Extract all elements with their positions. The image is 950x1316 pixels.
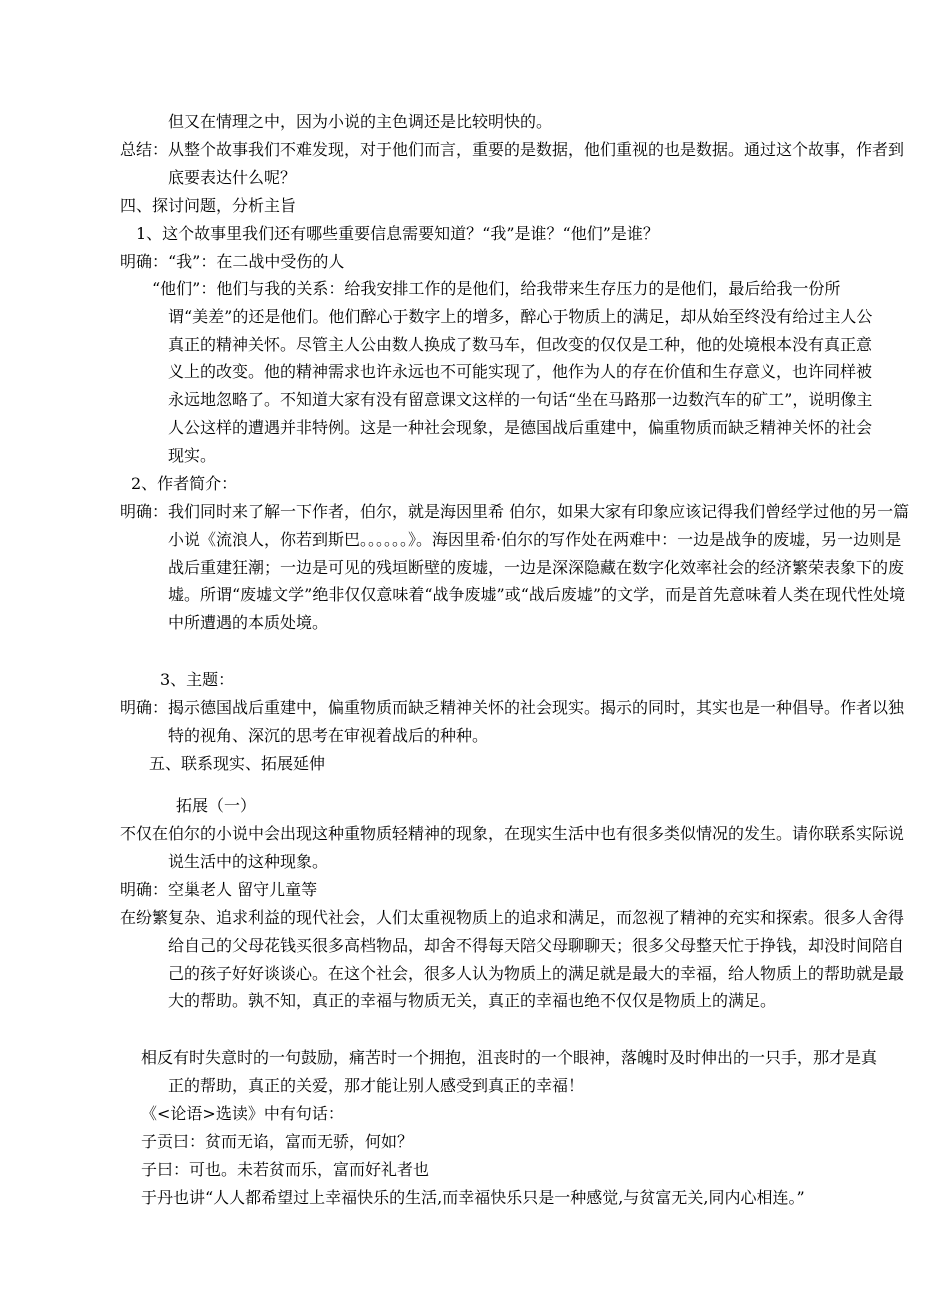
paragraph-modern-society: 在纷繁复杂、追求利益的现代社会，人们太重视物质上的追求和满足，而忽视了精神的充实和探索。很多人舍得给自己的父母花钱买很多高档物品，却舍不得每天陪父母聊聊天；很多父母整天忙于挣钱，却没时间陪自己的孩子好好谈谈心。在这个社会，很多人认为物质上的满足就是最大的幸福，给人物质上的帮助就是最大的帮助。孰不知，真正的幸福与物质无关，真正的幸福也绝不仅仅是物质上的满足。 <box>120 908 905 1011</box>
answer-examples: 明确：空巢老人 留守儿童等 <box>120 880 318 899</box>
quote-intro: 《<论语>选读》中有句话： <box>141 1104 344 1123</box>
quote-yudan: 于丹也讲“人人都希望过上幸福快乐的生活,而幸福快乐只是一种感觉,与贫富无关,同内心相连。” <box>141 1188 805 1207</box>
paragraph-true-happiness: 相反有时失意时的一句鼓励，痛苦时一个拥抱，沮丧时的一个眼神，落魄时及时伸出的一只手，那才是真正的帮助，真正的关爱，那才能让别人感受到真正的幸福！ <box>141 1048 878 1095</box>
subheading-author-intro: 2、作者简介： <box>131 474 238 493</box>
paragraph-continuation: 但又在情理之中，因为小说的主色调还是比较明快的。 <box>168 112 553 131</box>
paragraph-extension-prompt: 不仅在伯尔的小说中会出现这种重物质轻精神的现象，在现实生活中也有很多类似情况的发生。请你联系实际说说生活中的这种现象。 <box>120 824 905 871</box>
answer-who-are-they: “他们”：他们与我的关系：给我安排工作的是他们，给我带来生存压力的是他们，最后给我一份所谓“美差”的还是他们。他们醉心于数字上的增多，醉心于物质上的满足，却从始至终没有给过主人公真正的精神关怀。尽管主人公由数人换成了数马车，但改变的仅仅是工种，他的处境根本没有真正意义上的改变。他的精神需求也许永远也不可能实现了，他作为人的存在价值和生存意义，也许同样被永远地忽略了。不知道大家有没有留意课文这样的一句话“坐在马路那一边数汽车的矿工”，说明像主人公这样的遭遇并非特例。这是一种社会现象，是德国战后重建中，偏重物质而缺乏精神关怀的社会现实。 <box>152 279 873 465</box>
answer-theme: 明确：揭示德国战后重建中，偏重物质而缺乏精神关怀的社会现实。揭示的同时，其实也是一种倡导。作者以独特的视角、深沉的思考在审视着战后的种种。 <box>120 698 905 745</box>
paragraph-summary: 总结：从整个故事我们不难发现，对于他们而言，重要的是数据，他们重视的也是数据。通过这个故事，作者到底要表达什么呢？ <box>120 140 905 187</box>
quote-zigong: 子贡曰：贫而无谄，富而无骄，何如？ <box>141 1132 414 1151</box>
section-heading-4: 四、探讨问题，分析主旨 <box>120 196 297 215</box>
answer-who-is-me: 明确：“我”：在二战中受伤的人 <box>120 252 345 271</box>
subheading-theme: 3、主题： <box>160 670 235 689</box>
question-1: 1、这个故事里我们还有哪些重要信息需要知道？“我”是谁？“他们”是谁？ <box>136 224 659 243</box>
quote-confucius: 子曰：可也。未若贫而乐，富而好礼者也 <box>141 1160 430 1179</box>
answer-author-intro: 明确：我们同时来了解一下作者，伯尔，就是海因里希 伯尔，如果大家有印象应该记得我们曾经学过他的另一篇小说《流浪人，你若到斯巴。。。。。。》。海因里希·伯尔的写作处在两难中：一边是战争的废墟，另一边则是战后重建狂潮；一边是可见的残垣断壁的废墟，一边是深深隐藏在数字化效率社会的经济繁荣表象下的废墟。所谓“废墟文学”绝非仅仅意味着“战争废墟”或“战后废墟”的文学，而是首先意味着人类在现代性处境中所遭遇的本质处境。 <box>120 502 910 633</box>
section-heading-5: 五、联系现实、拓展延伸 <box>149 754 326 773</box>
subheading-extension-1: 拓展（一） <box>176 796 257 815</box>
